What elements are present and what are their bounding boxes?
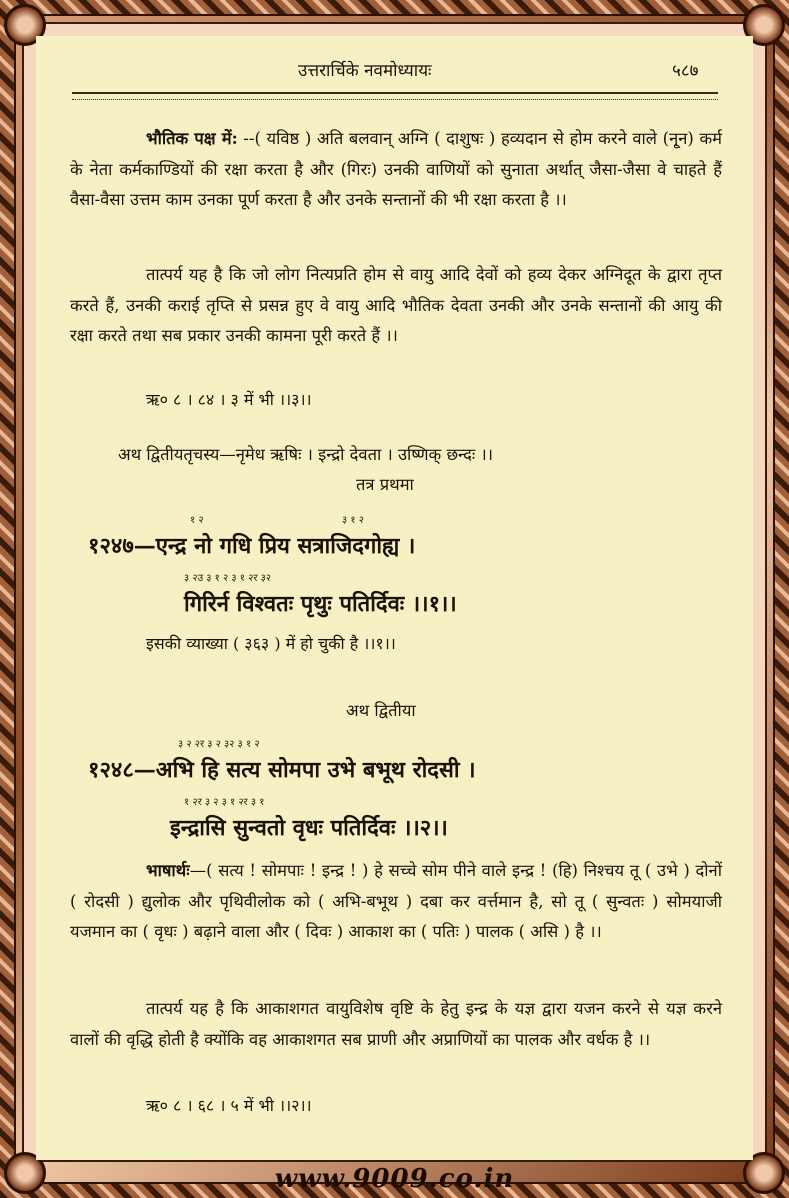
paragraph-tatparya-1: तात्पर्य यह है कि जो लोग नित्यप्रति होम से वायु आदि देवों को हव्य देकर अग्निदूत के द्वारा तृप्त करते हैं, उनकी कराई तृप्ति से प्रसन्न हुए वे वायु आदि भौतिक देवता उनकी और उनके सन्तानों की आयु की रक्षा करते तथा सब प्रकार उनकी कामना पूरी करते हैं ।। (70, 265, 722, 345)
document-page (36, 36, 753, 1160)
reference-2: ऋ० ८ । ६८ । ५ में भी ।।२।। (146, 1096, 312, 1115)
verse-1247-line2: गिरिर्न विश्वतः पृथुः पतिर्दिवः ।।१।। (184, 591, 457, 617)
svara-marks: ३ २ २र ३ २ ३२ ३ १ २ (178, 739, 260, 750)
page-number: ५८७ (672, 61, 699, 81)
subheading-prathama: तत्र प्रथमा (356, 475, 414, 494)
svara-marks: ३ १ २ (342, 515, 364, 526)
verse-1247-line1: १२४७—एन्द्र नो गधि प्रिय सत्राजिदगोह्य । (88, 533, 416, 559)
paragraph-text: --( यविष्ठ ) अति बलवान् अग्नि ( दाशुषः ) हव्यदान से होम करने वाले (नृ्न) कर्म के नेता कर्मकाण्डियों की रक्षा करता है और (गिरः) उनकी वाणियों को सुनाता अर्थात् जैसा-जैसा वे चाहते हैं वैसा-वैसा उत्तम काम उनका पूर्ण करता है और उनके सन्तानों की भी रक्षा करता है ।। (70, 129, 723, 209)
paragraph-bhasharth (70, 856, 722, 948)
paragraph-text: —( सत्य ! सोमपाः ! इन्द्र ! ) हे सच्चे सोम पीने वाले इन्द्र ! (हि) निश्चय तू ( उभे ) दोनों ( रोदसी ) द्युलोक और पृथिवीलोक को ( अभि-बभूथ ) दबा कर वर्त्तमान है, सो तू ( सुन्वतः ) सोमयाजी यजमान का ( वृधः ) बढ़ाने वाला और ( दिवः ) आकाश का ( पतिः ) पालक ( असि ) है ।। (70, 861, 722, 941)
paragraph-lead: भाषार्थः (146, 861, 190, 880)
reference-1: ऋ० ८ । ८४ । ३ में भी ।।३।। (146, 390, 312, 409)
page-header-title: उत्तरार्चिके नवमोध्यायः (298, 61, 432, 81)
explanation-note: इसकी व्याख्या ( ३६३ ) में हो चुकी है ।।१।। (146, 634, 396, 653)
paragraph-lead: भौतिक पक्ष में: (146, 129, 238, 148)
section-heading: अथ द्वितीयतृचस्य—नृमेध ऋषिः । इन्द्रो देवता । उष्णिक् छन्दः ।। (118, 445, 493, 464)
verse-1248-line1: १२४८—अभि हि सत्य सोमपा उभे बभूथ रोदसी । (88, 757, 476, 783)
subheading-dvitiya: अथ द्वितीया (346, 701, 416, 720)
verse-1248-line2: इन्द्रासि सुन्वतो वृधः पतिर्दिवः ।।२।। (170, 815, 448, 841)
svara-marks: १ २ (190, 515, 204, 526)
svara-marks: १ २र ३ २ ३ १ २र ३ १ (184, 797, 265, 808)
paragraph-tatparya-2: तात्पर्य यह है कि आकाशगत वायुविशेष वृष्टि के हेतु इन्द्र के यज्ञ द्वारा यजन करने से यज्ञ करने वालों की वृद्धि होती है क्योंकि वह आकाशगत सब प्राणी और अप्राणियों का पालक और वर्धक है ।। (70, 999, 722, 1049)
footer-url-link[interactable]: www.9009.co.in (274, 1164, 515, 1194)
paragraph-bhautik (70, 124, 722, 216)
svara-marks: ३ २उ ३ १ २ ३ १ २र ३२ (184, 573, 271, 584)
header-divider (72, 92, 718, 100)
